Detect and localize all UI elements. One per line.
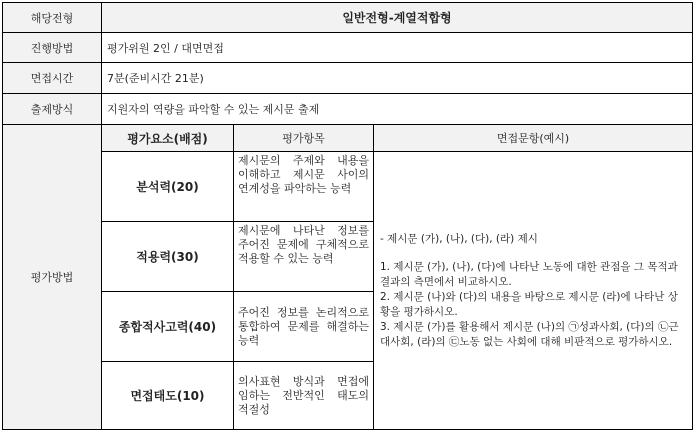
info-row-format <box>3 94 693 125</box>
evaluation-description: 주어진 정보를 논리적으로 통합하여 문제를 해결하는 능력 <box>234 292 374 362</box>
format-value: 지원자의 역량을 파악할 수 있는 제시문 출제 <box>102 94 693 125</box>
header-value: 일반전형-계열적합형 <box>102 3 693 33</box>
evaluation-header-row <box>3 125 693 152</box>
evaluation-element: 분석력(20) <box>102 152 234 222</box>
evaluation-row <box>3 152 693 222</box>
question-item-2: 2. 제시문 (나)와 (다)의 내용을 바탕으로 제시문 (라)에 나타난 상황을 평가하시오. <box>380 290 678 318</box>
interview-questions <box>374 152 693 430</box>
header-row <box>3 3 693 33</box>
evaluation-element: 종합적사고력(40) <box>102 292 234 362</box>
header-label: 해당전형 <box>3 3 102 33</box>
format-label: 출제방식 <box>3 94 102 125</box>
method-label: 진행방법 <box>3 33 102 63</box>
questions-intro: - 제시문 (가), (나), (다), (라) 제시 <box>380 232 538 245</box>
evaluation-label: 평가방법 <box>3 125 102 430</box>
info-row-method <box>3 33 693 63</box>
questions-spacer <box>380 247 686 260</box>
column-header-question: 면접문항(예시) <box>374 125 693 152</box>
time-label: 면접시간 <box>3 63 102 94</box>
interview-evaluation-table <box>2 2 693 430</box>
question-item-1: 1. 제시문 (가), (나), (다)에 나타난 노동에 대한 관점을 그 목적과 결과의 측면에서 비교하시오. <box>380 260 678 288</box>
column-header-element: 평가요소(배점) <box>102 125 234 152</box>
method-value: 평가위원 2인 / 대면면접 <box>102 33 693 63</box>
evaluation-description: 의사표현 방식과 면접에 임하는 전반적인 태도의 적절성 <box>234 362 374 430</box>
evaluation-description: 제시문에 나타난 정보를 주어진 문제에 구체적으로 적용할 수 있는 능력 <box>234 222 374 292</box>
evaluation-element: 면접태도(10) <box>102 362 234 430</box>
info-row-time <box>3 63 693 94</box>
time-value: 7분(준비시간 21분) <box>102 63 693 94</box>
evaluation-description: 제시문의 주제와 내용을 이해하고 제시문 사이의 연계성을 파악하는 능력 <box>234 152 374 222</box>
column-header-item: 평가항목 <box>234 125 374 152</box>
question-item-3: 3. 제시문 (가)를 활용해서 제시문 (나)의 ㉠성과사회, (다)의 ㉡근대사회, (라)의 ㉢노동 없는 사회에 대해 비판적으로 평가하시오. <box>380 320 679 348</box>
evaluation-element: 적용력(30) <box>102 222 234 292</box>
